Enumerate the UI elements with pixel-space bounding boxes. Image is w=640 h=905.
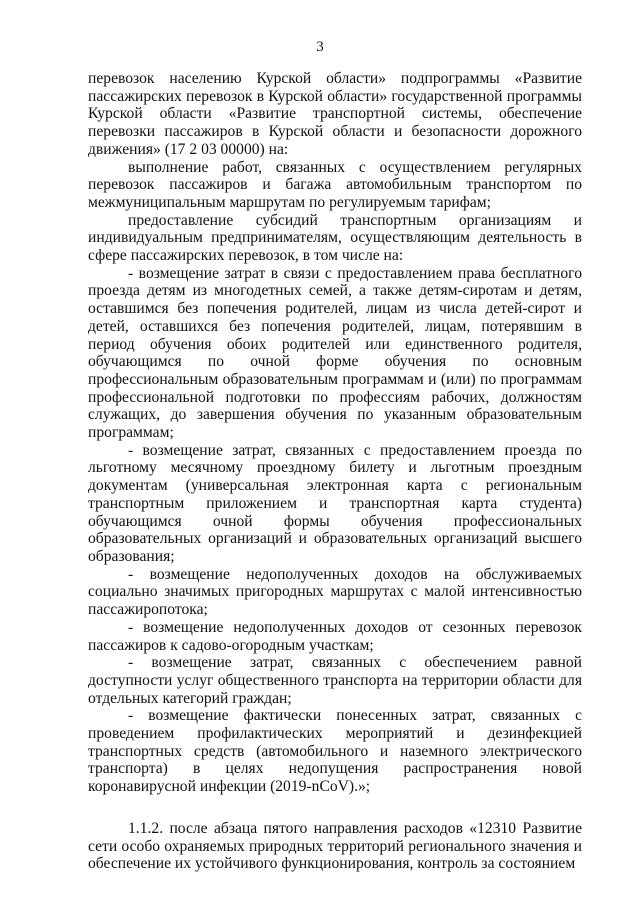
paragraph: предоставление субсидий транспортным организациям и индивидуальным предпринимателям, осуществляющим деятельность в сфере пассажирских перевозок, в том числе на: [88,211,582,265]
paragraph: - возмещение недополученных доходов на обслуживаемых социально значимых пригородных маршрутах с малой интенсивностью пассажиропотока; [88,565,582,619]
page-number: 3 [316,39,324,55]
paragraph: перевозок населению Курской области» подпрограммы «Развитие пассажирских перевозок в Курской области» государственной программы Курской области «Развитие транспортной системы, обеспечение перевозки пассажиров в Курской области и безопасности дорожного движения» (17 2 03 00000) на: [88,70,582,158]
paragraph: - возмещение затрат, связанных с обеспечением равной доступности услуг общественного транспорта на территории области для отдельных категорий граждан; [88,654,582,707]
paragraph: 1.1.2. после абзаца пятого направления расходов «12310 Развитие сети особо охраняемых природных территорий регионального значения и обеспечение их устойчивого функционирования, контроль за состоянием [88,819,582,873]
paragraph: - возмещение затрат, связанных с предоставлением проезда по льготному месячному проездному билету и льготным проездным документам (универсальная электронная карта с региональным транспортным приложением и транспортная карта студента) обучающимся очной формы обучения профессиональных образовательных организаций и образовательных организаций высшего образования; [88,441,582,565]
paragraph: - возмещение недополученных доходов от сезонных перевозок пассажиров к садово-огородным участкам; [88,618,582,654]
paragraph: выполнение работ, связанных с осуществлением регулярных перевозок пассажиров и багажа автомобильным транспортом по межмуниципальным маршрутам по регулируемым тарифам; [88,158,582,211]
paragraph: - возмещение затрат в связи с предоставлением права бесплатного проезда детям из многодетных семей, а также детям-сиротам и детям, оставшимся без попечения родителей, лицам из числа детей-сирот и детей, оставшихся без попечения родителей, лицам, потерявшим в период обучения обоих родителей или единственного родителя, обучающимся по очной форме обучения по основным профессиональным образовательным программам и (или) по программам профессиональной подготовки по профессиям рабочих, должностям служащих, до завершения обучения по указанным образовательным программам; [88,264,582,442]
body-text [88,70,582,873]
paragraph: - возмещение фактически понесенных затрат, связанных с проведением профилактических мероприятий и дезинфекцией транспортных средств (автомобильного и наземного электрического транспорта) в целях недопущения распространения новой коронавирусной инфекции (2019-nCoV).»; [88,707,582,796]
